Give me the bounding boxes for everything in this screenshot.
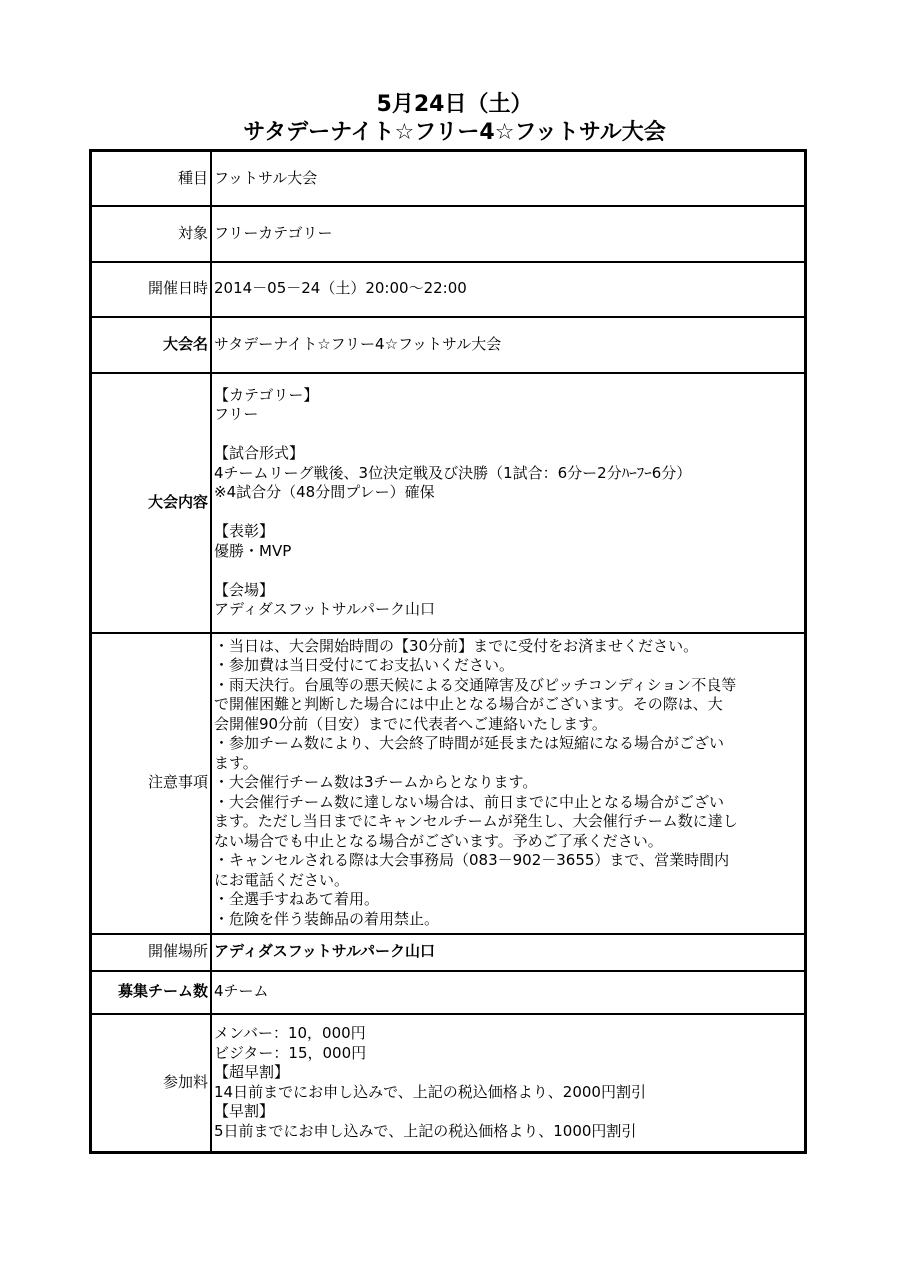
row-teams [91,971,806,1014]
fee-line: 【早割】 [214,1102,275,1121]
event-info-table [89,149,807,1154]
label-fee: 参加料 [91,1014,212,1153]
content-line: 優勝・MVP [214,541,292,560]
value-venue: アディダスフットサルパーク山口 [211,934,806,971]
fee-line: メンバー：10，000円 [214,1024,366,1043]
notes-line: ・キャンセルされる際は大会事務局（083－902－3655）まで、営業時間内 [214,851,730,870]
value-category: フットサル大会 [211,151,806,206]
label-target: 対象 [91,206,212,262]
label-category: 種目 [91,151,212,206]
notes-line: ・大会催行チーム数に達しない場合は、前日までに中止となる場合がござい [214,792,725,811]
value-content [211,373,806,633]
notes-line: にお電話ください。 [214,870,350,889]
event-title: サタデーナイト☆フリー4☆フットサル大会 [243,120,666,145]
content-line: フリー [214,405,259,423]
notes-line: 会開催90分前（目安）までに代表者へご連絡いたします。 [214,714,607,733]
content-line [214,425,802,445]
notes-line: ・参加費は当日受付にてお支払いください。 [214,656,515,675]
row-notes [91,633,806,934]
content-line: 【カテゴリー】 [214,385,319,404]
content-line: ※4試合分（48分間プレー）確保 [214,483,435,501]
content-line [214,561,802,581]
fee-line: 14日前までにお申し込みで、上記の税込価格より、2000円割引 [214,1082,646,1101]
content-line: 【表彰】 [214,522,275,540]
label-content: 大会内容 [91,373,212,633]
row-name [91,317,806,373]
value-fee [211,1014,806,1153]
value-target: フリーカテゴリー [211,206,806,262]
row-target [91,206,806,262]
content-line: 【会場】 [214,580,275,599]
value-teams: 4チーム [211,971,806,1014]
label-name: 大会名 [91,317,212,373]
content-line: 【試合形式】 [214,444,305,462]
label-venue: 開催場所 [91,934,212,971]
notes-line: ます。ただし当日までにキャンセルチームが発生し、大会催行チーム数に達し [214,812,738,831]
content-line: 4チームリーグ戦後、3位決定戦及び決勝（1試合：6分ー2分ﾊｰﾌｰ6分） [214,463,692,482]
value-datetime: 2014－05－24（土）20:00～22:00 [211,262,806,317]
fee-line: 5日前までにお申し込みで、上記の税込価格より、1000円割引 [214,1121,637,1140]
content-line: アディダスフットサルパーク山口 [214,600,435,618]
content-line [214,503,802,523]
row-content [91,373,806,633]
notes-line: ・雨天決行。台風等の悪天候による交通障害及びピッチコンディション不良等 [214,675,737,694]
notes-line: で開催困難と判断した場合には中止となる場合がございます。その際は、大 [214,695,723,714]
date-heading: 5月24日（土） [376,92,533,117]
row-fee [91,1014,806,1153]
value-name: サタデーナイト☆フリー4☆フットサル大会 [211,317,806,373]
notes-line: ない場合でも中止となる場合がございます。予めご了承ください。 [214,831,663,850]
row-venue [91,934,806,971]
notes-line: ・大会催行チーム数は3チームからとなります。 [214,773,538,792]
fee-line: ビジター：15，000円 [214,1043,367,1062]
notes-line: ます。 [214,753,258,772]
value-notes [211,633,806,934]
row-datetime [91,262,806,317]
label-teams: 募集チーム数 [91,971,212,1014]
label-notes: 注意事項 [91,633,212,934]
label-datetime: 開催日時 [91,262,212,317]
notes-line: ・全選手すねあて着用。 [214,890,380,909]
notes-line: ・危険を伴う装飾品の着用禁止。 [214,909,440,928]
notes-line: ・当日は、大会開始時間の【30分前】までに受付をお済ませください。 [214,636,699,655]
fee-line: 【超早割】 [214,1063,290,1082]
row-category [91,151,806,206]
notes-line: ・参加チーム数により、大会終了時間が延長または短縮になる場合がござい [214,734,725,753]
